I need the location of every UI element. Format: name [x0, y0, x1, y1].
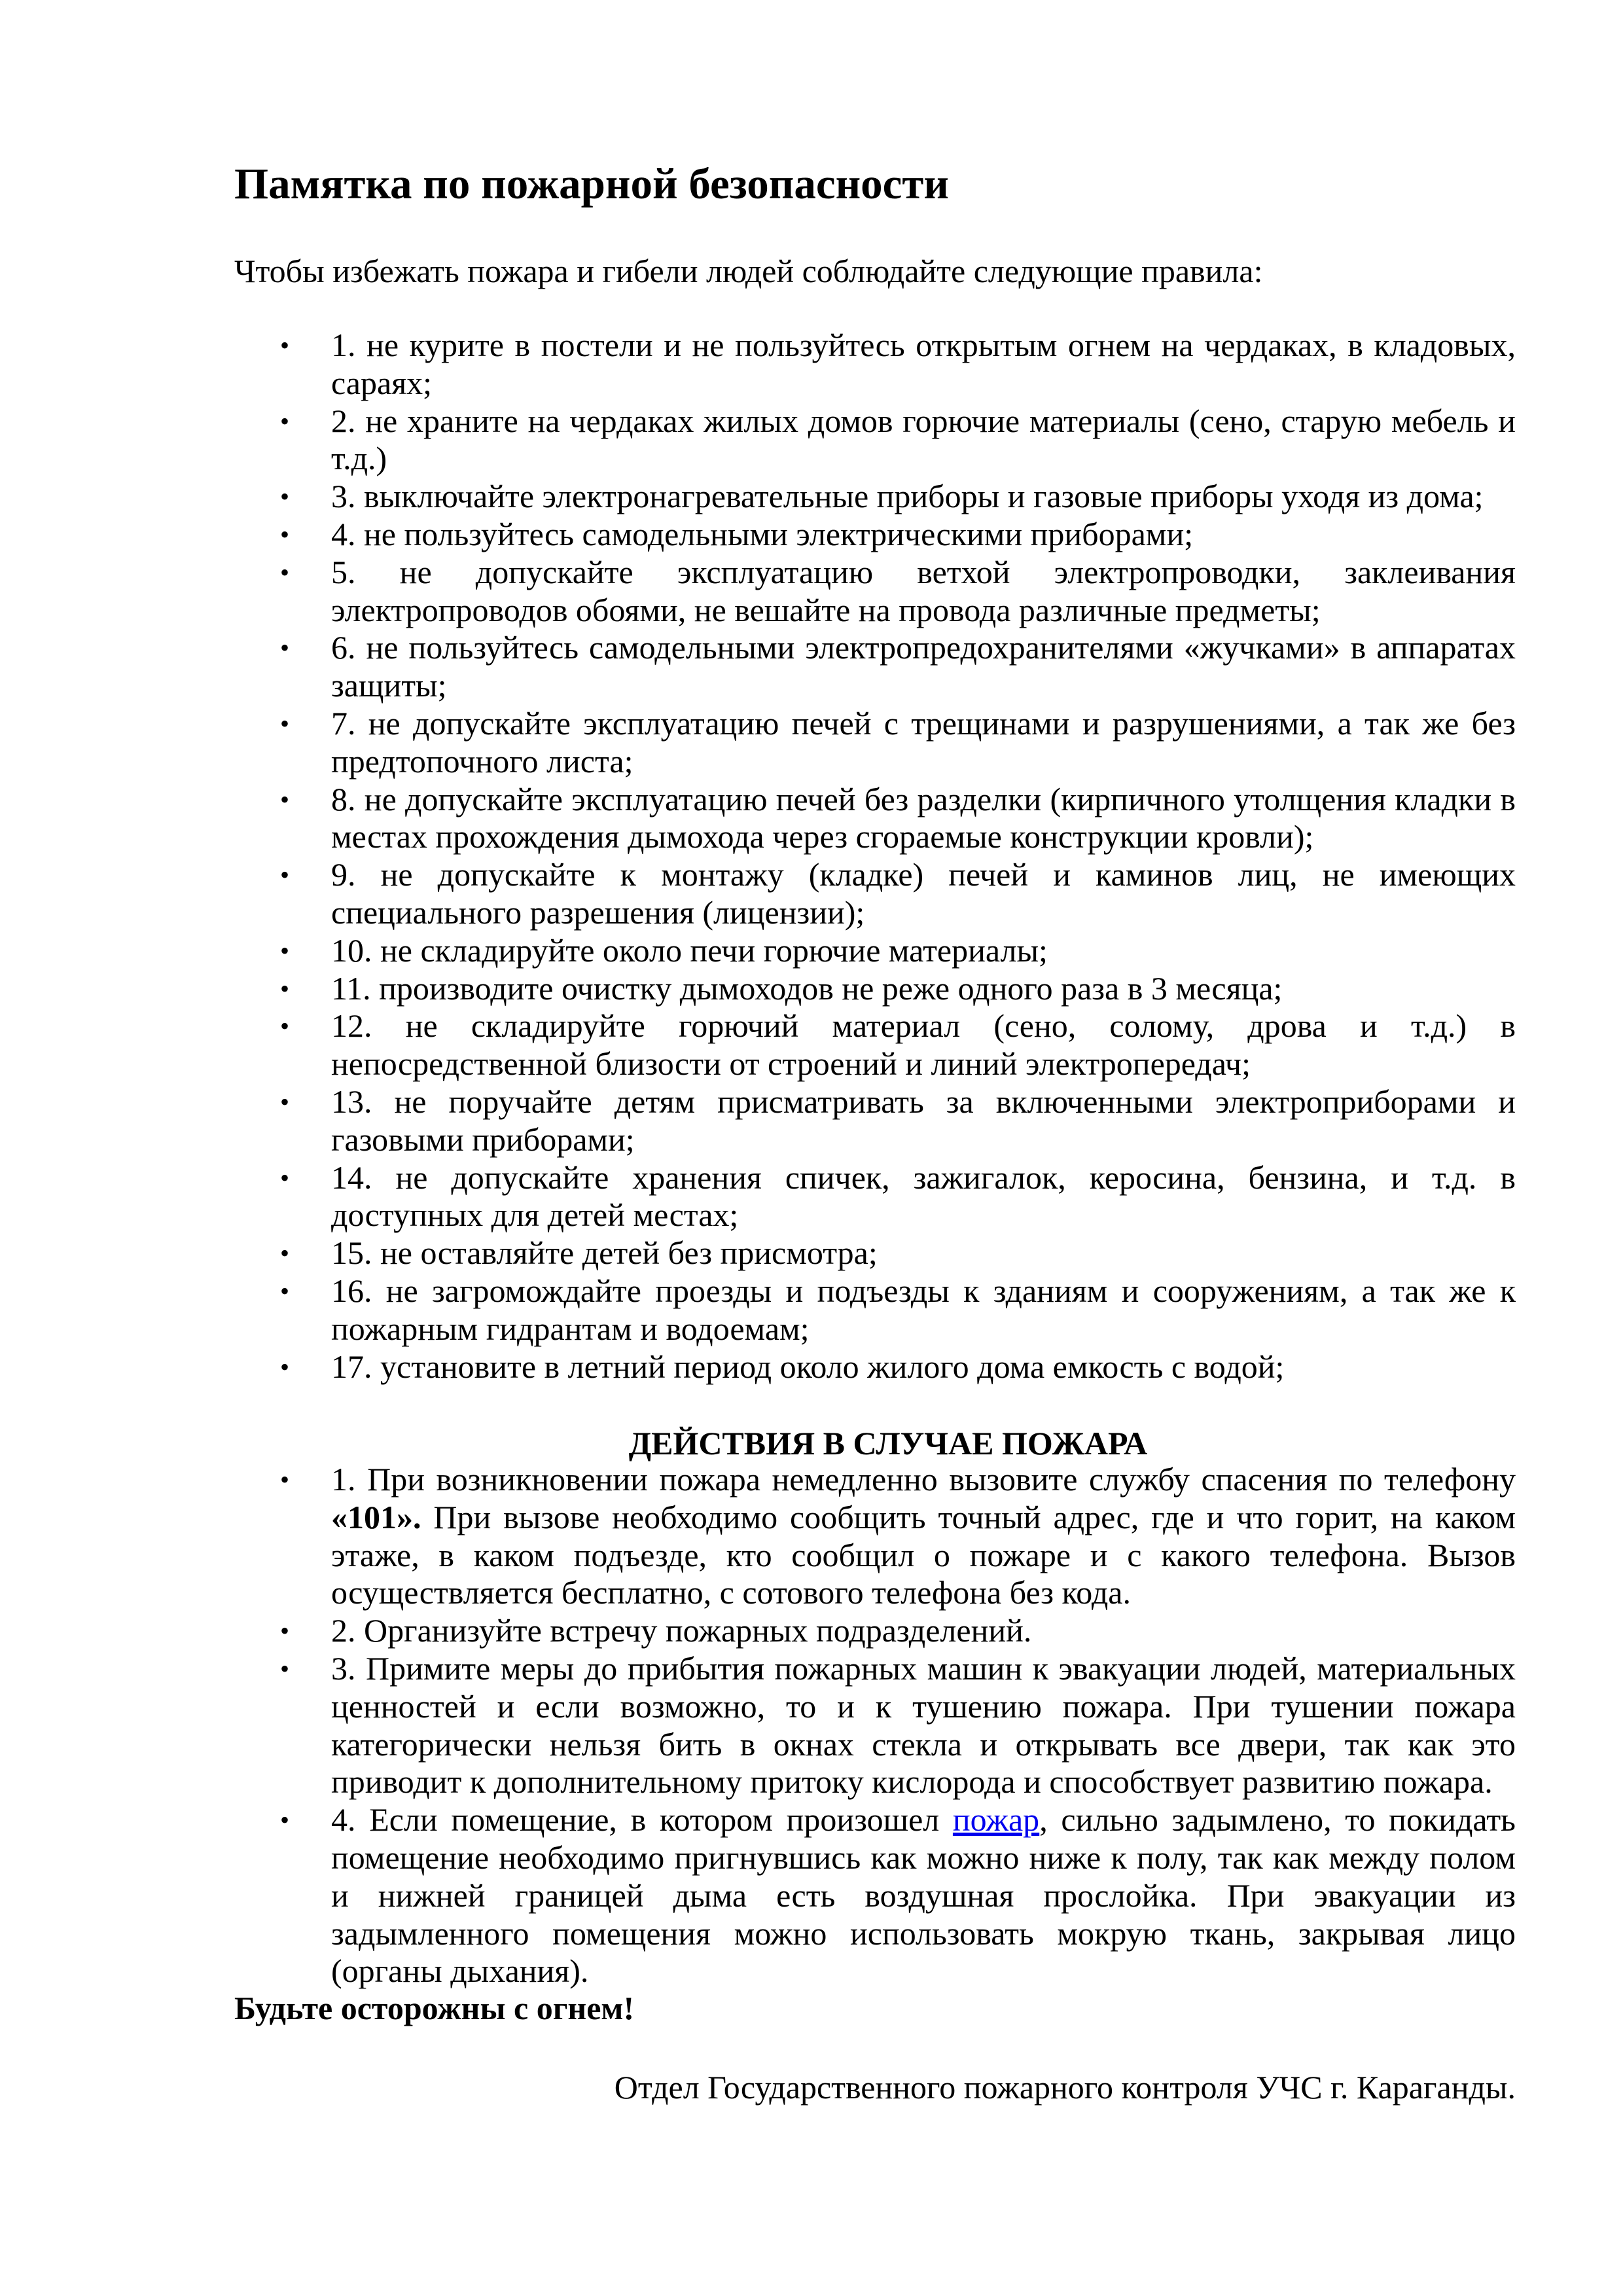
list-item — [234, 1083, 1516, 1159]
rule-text: 6. не пользуйтесь самодельными электропредохранителями «жучками» в аппаратах защиты; — [331, 629, 1516, 704]
list-item — [234, 403, 1516, 478]
list-item — [234, 1234, 1516, 1272]
rule-text: 17. установите в летний период около жилого дома емкость с водой; — [331, 1348, 1285, 1385]
actions-list — [234, 1461, 1516, 1990]
list-item — [234, 1801, 1516, 1990]
list-item — [234, 856, 1516, 932]
rule-text: 11. производите очистку дымоходов не реже одного раза в 3 месяца; — [331, 969, 1283, 1007]
bullet-icon: • — [280, 935, 290, 965]
list-item — [234, 554, 1516, 630]
rule-text: 16. не загромождайте проезды и подъезды к зданиям и сооружениям, а так же к пожарным гидрантам и водоемам; — [331, 1272, 1516, 1347]
list-item — [234, 1159, 1516, 1235]
bullet-icon: • — [280, 860, 290, 890]
list-item — [234, 327, 1516, 403]
rule-text: 13. не поручайте детям присматривать за включенными электроприборами и газовыми приборами; — [331, 1083, 1516, 1158]
bullet-icon: • — [280, 1465, 290, 1494]
bullet-icon: • — [280, 406, 290, 436]
list-item — [234, 932, 1516, 970]
rule-text: 14. не допускайте хранения спичек, зажигалок, керосина, бензина, и т.д. в доступных для детей местах; — [331, 1158, 1516, 1234]
rule-text: 12. не складируйте горючий материал (сено, солому, дрова и т.д.) в непосредственной близости от строений и линий электропередач; — [331, 1007, 1516, 1083]
action-text-part: При вызове необходимо сообщить точный адрес, где и что горит, на каком этаже, в каком подъезде, кто сообщил о пожаре и с какого телефона. Вызов осуществляется бесплатно, с сотового телефона без кода. — [331, 1498, 1516, 1611]
rule-text: 10. не складируйте около печи горючие материалы; — [331, 931, 1048, 969]
bullet-icon: • — [280, 973, 290, 1003]
action-text: 3. Примите меры до прибытия пожарных машин к эвакуации людей, материальных ценностей и если возможно, то и к тушению пожара. При тушении пожара категорически нельзя бить в окнах стекла и открывать все двери, так как это приводит к дополнительному притоку кислорода и способствует развитию пожара. — [331, 1649, 1516, 1801]
bullet-icon: • — [280, 708, 290, 738]
bullet-icon: • — [280, 1238, 290, 1268]
signature: Отдел Государственного пожарного контроля УЧС г. Караганды. — [614, 2069, 1516, 2106]
bullet-icon: • — [280, 1352, 290, 1382]
rule-text: 1. не курите в постели и не пользуйтесь открытым огнем на чердаках, в кладовых, сараях; — [331, 327, 1516, 401]
closing-warning: Будьте осторожны с огнем! — [234, 1990, 635, 2026]
list-item — [234, 1612, 1516, 1650]
list-item — [234, 1272, 1516, 1348]
bullet-icon: • — [280, 1276, 290, 1306]
list-item — [234, 516, 1516, 554]
list-item — [234, 970, 1516, 1008]
rule-text: 7. не допускайте эксплуатацию печей с трещинами и разрушениями, а так же без предтопочного листа; — [331, 704, 1516, 780]
action-text — [331, 1801, 1516, 1989]
bullet-icon: • — [280, 1653, 290, 1683]
action-text: 2. Организуйте встречу пожарных подразделений. — [331, 1612, 1032, 1649]
actions-heading: ДЕЙСТВИЯ В СЛУЧАЕ ПОЖАРА — [628, 1425, 1148, 1462]
rule-text: 8. не допускайте эксплуатацию печей без разделки (кирпичного утолщения кладки в местах прохождения дымохода через сгораемые конструкции кровли); — [331, 780, 1516, 855]
bullet-icon: • — [280, 1805, 290, 1835]
bullet-icon: • — [280, 1011, 290, 1041]
list-item — [234, 478, 1516, 516]
bullet-icon: • — [280, 1616, 290, 1646]
rule-text: 3. выключайте электронагревательные приборы и газовые приборы уходя из дома; — [331, 478, 1484, 515]
bullet-icon: • — [280, 784, 290, 814]
rule-text: 4. не пользуйтесь самодельными электрическими приборами; — [331, 515, 1194, 552]
rules-list — [234, 327, 1516, 1386]
page-title: Памятка по пожарной безопасности — [234, 160, 949, 208]
action-text-part: 1. При возникновении пожара немедленно вызовите службу спасения по телефону — [331, 1461, 1516, 1498]
list-item — [234, 1007, 1516, 1083]
list-item — [234, 629, 1516, 705]
list-item — [234, 705, 1516, 781]
action-text-part: 4. Если помещение, в котором произошел — [331, 1801, 953, 1839]
bullet-icon: • — [280, 1162, 290, 1193]
fire-link[interactable]: пожар — [952, 1801, 1040, 1839]
bullet-icon: • — [280, 331, 290, 360]
bullet-icon: • — [280, 557, 290, 587]
bullet-icon: • — [280, 482, 290, 512]
list-item — [234, 1650, 1516, 1801]
emergency-number: «101». — [331, 1498, 421, 1535]
bullet-icon: • — [280, 633, 290, 663]
intro-text: Чтобы избежать пожара и гибели людей соблюдайте следующие правила: — [234, 253, 1263, 289]
rule-text: 9. не допускайте к монтажу (кладке) печей и каминов лиц, не имеющих специального разрешения (лицензии); — [331, 856, 1516, 931]
rule-text: 15. не оставляйте детей без присмотра; — [331, 1234, 878, 1272]
action-text-part: , сильно задымлено, то покидать помещение необходимо пригнувшись как можно ниже к полу, так как между полом и нижней границей дыма есть воздушная прослойка. При эвакуации из задымленного помещения можно использовать мокрую ткань, закрывая лицо (органы дыхания). — [331, 1801, 1516, 1990]
action-text — [331, 1461, 1516, 1611]
bullet-icon: • — [280, 1086, 290, 1117]
bullet-icon: • — [280, 519, 290, 549]
rule-text: 5. не допускайте эксплуатацию ветхой электропроводки, заклеивания электропроводов обоями, не вешайте на провода различные предметы; — [331, 553, 1516, 628]
list-item — [234, 1461, 1516, 1612]
rule-text: 2. не храните на чердаках жилых домов горючие материалы (сено, старую мебель и т.д.) — [331, 402, 1516, 477]
list-item — [234, 1348, 1516, 1386]
list-item — [234, 781, 1516, 857]
